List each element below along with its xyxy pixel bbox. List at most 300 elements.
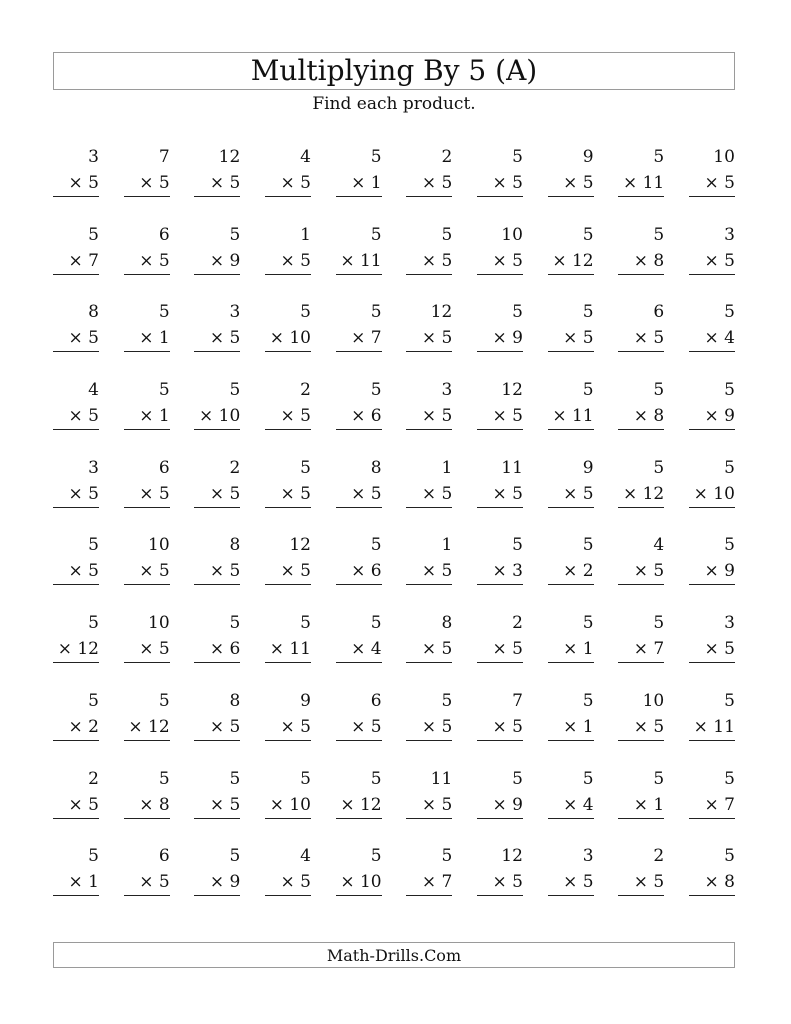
multiplier: × 11 xyxy=(336,248,382,275)
multiplier: × 5 xyxy=(406,792,452,819)
multiplier: × 7 xyxy=(406,869,452,896)
multiplier: × 5 xyxy=(406,248,452,275)
multiplicand: 10 xyxy=(148,535,170,556)
multiplier: × 5 xyxy=(124,481,170,508)
problem xyxy=(618,610,664,688)
multiplicand: 5 xyxy=(653,224,665,245)
multiplier: × 5 xyxy=(689,636,735,663)
multiplicand: 5 xyxy=(653,457,665,478)
multiplier: × 11 xyxy=(265,636,311,663)
multiplicand: 10 xyxy=(148,613,170,634)
multiplier: × 5 xyxy=(406,481,452,508)
problem xyxy=(689,532,735,610)
problem xyxy=(406,222,452,300)
problem xyxy=(194,532,240,610)
multiplier: × 5 xyxy=(124,170,170,197)
problem xyxy=(194,455,240,533)
multiplicand: 7 xyxy=(512,690,523,711)
problem xyxy=(618,455,664,533)
multiplicand: 5 xyxy=(653,380,665,401)
multiplicand: 5 xyxy=(512,535,523,556)
problem xyxy=(689,688,735,766)
multiplicand: 5 xyxy=(229,224,241,245)
multiplicand: 5 xyxy=(88,846,99,867)
multiplier: × 3 xyxy=(477,558,523,585)
multiplier: × 5 xyxy=(618,325,664,352)
multiplier: × 7 xyxy=(618,636,664,663)
problem xyxy=(406,688,452,766)
problem xyxy=(618,766,664,844)
footer-site: Math-Drills.Com xyxy=(326,945,462,965)
multiplier: × 11 xyxy=(618,170,664,197)
multiplier: × 5 xyxy=(53,558,99,585)
multiplier: × 6 xyxy=(336,558,382,585)
multiplicand: 2 xyxy=(653,846,665,867)
multiplicand: 10 xyxy=(713,147,735,167)
multiplier: × 7 xyxy=(53,248,99,275)
multiplicand: 5 xyxy=(370,846,382,867)
multiplicand: 5 xyxy=(724,768,735,789)
problem xyxy=(53,766,99,844)
multiplicand: 5 xyxy=(724,846,735,867)
problem xyxy=(124,843,170,921)
problem xyxy=(618,299,664,377)
problem xyxy=(406,299,452,377)
multiplier: × 1 xyxy=(124,403,170,430)
multiplier: × 5 xyxy=(53,403,99,430)
multiplier: × 5 xyxy=(336,714,382,741)
multiplier: × 8 xyxy=(689,869,735,896)
problem xyxy=(53,377,99,455)
multiplier: × 5 xyxy=(194,792,240,819)
multiplicand: 5 xyxy=(370,302,382,323)
multiplicand: 8 xyxy=(229,535,241,556)
multiplier: × 5 xyxy=(124,558,170,585)
multiplier: × 12 xyxy=(618,481,664,508)
multiplier: × 2 xyxy=(548,558,594,585)
multiplier: × 4 xyxy=(336,636,382,663)
problem xyxy=(194,766,240,844)
multiplier: × 5 xyxy=(477,481,523,508)
problem xyxy=(618,532,664,610)
multiplier: × 5 xyxy=(618,714,664,741)
problem xyxy=(194,144,240,222)
multiplier: × 5 xyxy=(477,403,523,430)
multiplicand: 12 xyxy=(289,535,311,556)
multiplier: × 5 xyxy=(618,558,664,585)
multiplicand: 5 xyxy=(512,147,523,167)
multiplier: × 4 xyxy=(548,792,594,819)
multiplier: × 5 xyxy=(618,869,664,896)
multiplier: × 5 xyxy=(689,170,735,197)
multiplicand: 5 xyxy=(582,224,594,245)
problem xyxy=(194,222,240,300)
multiplicand: 11 xyxy=(430,768,453,789)
multiplier: × 5 xyxy=(406,170,452,197)
multiplier: × 9 xyxy=(194,869,240,896)
problem xyxy=(618,688,664,766)
multiplier: × 1 xyxy=(618,792,664,819)
problem xyxy=(53,610,99,688)
multiplicand: 5 xyxy=(229,380,241,401)
multiplicand: 8 xyxy=(370,457,382,478)
multiplier: × 1 xyxy=(336,170,382,197)
problem xyxy=(477,222,523,300)
multiplicand: 5 xyxy=(370,224,382,245)
multiplier: × 5 xyxy=(548,481,594,508)
problem xyxy=(265,144,311,222)
problem xyxy=(477,299,523,377)
multiplier: × 5 xyxy=(265,248,311,275)
multiplicand: 5 xyxy=(724,302,735,323)
multiplier: × 5 xyxy=(265,558,311,585)
problem xyxy=(548,377,594,455)
problem xyxy=(124,610,170,688)
problem xyxy=(124,688,170,766)
multiplier: × 5 xyxy=(53,792,99,819)
multiplicand: 5 xyxy=(724,380,735,401)
title-box xyxy=(53,52,735,90)
problem xyxy=(689,843,735,921)
multiplier: × 5 xyxy=(406,325,452,352)
multiplier: × 6 xyxy=(194,636,240,663)
multiplier: × 5 xyxy=(265,714,311,741)
multiplier: × 5 xyxy=(124,248,170,275)
problem xyxy=(265,455,311,533)
multiplicand: 5 xyxy=(724,457,735,478)
problem xyxy=(336,843,382,921)
multiplier: × 5 xyxy=(689,248,735,275)
problem xyxy=(689,144,735,222)
problem xyxy=(53,222,99,300)
multiplicand: 8 xyxy=(88,302,99,323)
multiplicand: 10 xyxy=(642,690,665,711)
multiplicand: 9 xyxy=(582,147,594,167)
problem xyxy=(124,144,170,222)
problem xyxy=(548,766,594,844)
multiplicand: 3 xyxy=(441,380,453,401)
multiplicand: 5 xyxy=(158,768,170,789)
multiplicand: 5 xyxy=(441,846,453,867)
multiplicand: 2 xyxy=(300,380,311,401)
problem xyxy=(124,299,170,377)
problem xyxy=(53,299,99,377)
problem xyxy=(477,688,523,766)
multiplier: × 12 xyxy=(548,248,594,275)
multiplier: × 8 xyxy=(618,403,664,430)
multiplicand: 5 xyxy=(582,690,594,711)
multiplicand: 5 xyxy=(582,535,594,556)
multiplicand: 7 xyxy=(158,147,170,167)
multiplicand: 5 xyxy=(724,535,735,556)
problem xyxy=(618,222,664,300)
multiplier: × 1 xyxy=(548,714,594,741)
multiplicand: 12 xyxy=(218,147,241,167)
multiplier: × 5 xyxy=(265,403,311,430)
multiplier: × 5 xyxy=(548,325,594,352)
multiplier: × 9 xyxy=(477,325,523,352)
problem xyxy=(548,222,594,300)
problem xyxy=(265,532,311,610)
problem xyxy=(336,766,382,844)
problem xyxy=(336,610,382,688)
multiplicand: 6 xyxy=(370,690,382,711)
multiplicand: 5 xyxy=(370,535,382,556)
multiplicand: 2 xyxy=(229,457,241,478)
multiplier: × 10 xyxy=(194,403,240,430)
multiplier: × 5 xyxy=(265,170,311,197)
multiplicand: 10 xyxy=(501,224,523,245)
multiplicand: 5 xyxy=(88,690,99,711)
multiplier: × 5 xyxy=(406,714,452,741)
multiplier: × 5 xyxy=(53,325,99,352)
problem xyxy=(406,532,452,610)
multiplicand: 5 xyxy=(88,613,99,634)
multiplier: × 1 xyxy=(53,869,99,896)
multiplier: × 5 xyxy=(477,170,523,197)
multiplier: × 5 xyxy=(265,869,311,896)
footer-box xyxy=(53,942,735,968)
multiplier: × 1 xyxy=(124,325,170,352)
problem xyxy=(406,377,452,455)
multiplicand: 3 xyxy=(229,302,241,323)
multiplicand: 1 xyxy=(441,457,453,478)
multiplicand: 5 xyxy=(653,147,665,167)
multiplier: × 9 xyxy=(689,558,735,585)
problem xyxy=(194,610,240,688)
multiplicand: 6 xyxy=(158,846,170,867)
problem xyxy=(336,532,382,610)
problem xyxy=(194,377,240,455)
problem xyxy=(548,144,594,222)
multiplier: × 2 xyxy=(53,714,99,741)
problem xyxy=(124,377,170,455)
problem xyxy=(548,843,594,921)
multiplicand: 4 xyxy=(300,147,311,167)
multiplier: × 9 xyxy=(689,403,735,430)
multiplier: × 10 xyxy=(265,325,311,352)
multiplier: × 9 xyxy=(194,248,240,275)
multiplicand: 3 xyxy=(88,147,99,167)
multiplicand: 5 xyxy=(441,690,453,711)
problem xyxy=(477,377,523,455)
problem xyxy=(124,455,170,533)
problem xyxy=(336,299,382,377)
worksheet-title: Multiplying By 5 (A) xyxy=(250,54,538,87)
multiplier: × 7 xyxy=(336,325,382,352)
multiplier: × 5 xyxy=(477,714,523,741)
problem xyxy=(406,610,452,688)
multiplicand: 5 xyxy=(653,768,665,789)
problem xyxy=(336,688,382,766)
problem xyxy=(689,766,735,844)
multiplicand: 1 xyxy=(441,535,453,556)
problem xyxy=(618,377,664,455)
problem xyxy=(265,610,311,688)
multiplicand: 2 xyxy=(441,147,453,167)
problem xyxy=(194,688,240,766)
problem xyxy=(548,299,594,377)
problem xyxy=(477,610,523,688)
multiplicand: 5 xyxy=(88,535,99,556)
problem xyxy=(336,377,382,455)
problem xyxy=(265,766,311,844)
multiplier: × 12 xyxy=(53,636,99,663)
multiplicand: 4 xyxy=(300,846,311,867)
multiplicand: 5 xyxy=(582,302,594,323)
problem xyxy=(124,222,170,300)
problem xyxy=(477,843,523,921)
problem xyxy=(618,843,664,921)
problem xyxy=(406,766,452,844)
problem xyxy=(265,843,311,921)
multiplier: × 5 xyxy=(265,481,311,508)
multiplier: × 5 xyxy=(194,325,240,352)
multiplier: × 5 xyxy=(548,170,594,197)
multiplicand: 5 xyxy=(441,224,453,245)
problem xyxy=(53,532,99,610)
multiplier: × 6 xyxy=(336,403,382,430)
problem xyxy=(336,144,382,222)
multiplicand: 6 xyxy=(653,302,665,323)
multiplier: × 5 xyxy=(406,558,452,585)
multiplier: × 12 xyxy=(124,714,170,741)
problem xyxy=(689,610,735,688)
problem xyxy=(194,843,240,921)
problem xyxy=(406,843,452,921)
problem xyxy=(336,455,382,533)
problem xyxy=(689,222,735,300)
problem-grid xyxy=(53,144,735,921)
multiplier: × 8 xyxy=(124,792,170,819)
multiplier: × 5 xyxy=(124,636,170,663)
problem xyxy=(53,144,99,222)
multiplicand: 8 xyxy=(229,690,241,711)
multiplier: × 5 xyxy=(53,170,99,197)
multiplicand: 5 xyxy=(512,302,523,323)
multiplier: × 10 xyxy=(336,869,382,896)
multiplier: × 5 xyxy=(548,869,594,896)
multiplicand: 12 xyxy=(501,380,523,401)
problem xyxy=(548,532,594,610)
multiplicand: 12 xyxy=(501,846,523,867)
multiplicand: 3 xyxy=(582,846,594,867)
instructions: Find each product. xyxy=(312,94,476,114)
multiplicand: 5 xyxy=(88,224,99,245)
multiplier: × 5 xyxy=(124,869,170,896)
multiplier: × 9 xyxy=(477,792,523,819)
multiplier: × 5 xyxy=(194,714,240,741)
multiplicand: 4 xyxy=(88,380,99,401)
multiplicand: 1 xyxy=(300,224,311,245)
problem xyxy=(548,455,594,533)
multiplicand: 11 xyxy=(501,457,523,478)
problem xyxy=(194,299,240,377)
multiplicand: 5 xyxy=(158,380,170,401)
problem xyxy=(124,766,170,844)
multiplicand: 12 xyxy=(430,302,453,323)
problem xyxy=(689,455,735,533)
multiplier: × 12 xyxy=(336,792,382,819)
multiplier: × 11 xyxy=(689,714,735,741)
multiplier: × 7 xyxy=(689,792,735,819)
multiplicand: 6 xyxy=(158,457,170,478)
multiplicand: 5 xyxy=(158,302,170,323)
multiplicand: 2 xyxy=(88,768,99,789)
multiplicand: 5 xyxy=(582,768,594,789)
multiplier: × 5 xyxy=(406,403,452,430)
multiplier: × 4 xyxy=(689,325,735,352)
multiplier: × 5 xyxy=(477,636,523,663)
multiplier: × 5 xyxy=(406,636,452,663)
multiplier: × 10 xyxy=(265,792,311,819)
problem xyxy=(406,144,452,222)
multiplicand: 5 xyxy=(582,613,594,634)
problem xyxy=(265,222,311,300)
problem xyxy=(477,532,523,610)
multiplier: × 8 xyxy=(618,248,664,275)
multiplicand: 3 xyxy=(724,613,735,634)
multiplicand: 9 xyxy=(300,690,311,711)
problem xyxy=(477,455,523,533)
multiplicand: 2 xyxy=(512,613,523,634)
problem xyxy=(548,688,594,766)
multiplicand: 3 xyxy=(724,224,735,245)
multiplicand: 5 xyxy=(653,613,665,634)
multiplier: × 10 xyxy=(689,481,735,508)
multiplier: × 5 xyxy=(194,481,240,508)
multiplicand: 5 xyxy=(300,457,311,478)
problem xyxy=(265,377,311,455)
multiplier: × 5 xyxy=(194,170,240,197)
multiplier: × 5 xyxy=(477,248,523,275)
multiplicand: 5 xyxy=(370,380,382,401)
multiplicand: 5 xyxy=(512,768,523,789)
multiplicand: 6 xyxy=(158,224,170,245)
problem xyxy=(618,144,664,222)
multiplicand: 5 xyxy=(229,613,241,634)
multiplicand: 5 xyxy=(300,613,311,634)
multiplicand: 5 xyxy=(300,768,311,789)
problem xyxy=(265,299,311,377)
problem xyxy=(265,688,311,766)
problem xyxy=(406,455,452,533)
multiplier: × 5 xyxy=(336,481,382,508)
problem xyxy=(689,377,735,455)
multiplier: × 5 xyxy=(194,558,240,585)
multiplicand: 5 xyxy=(158,690,170,711)
multiplicand: 5 xyxy=(370,147,382,167)
multiplicand: 3 xyxy=(88,457,99,478)
multiplicand: 9 xyxy=(582,457,594,478)
multiplicand: 5 xyxy=(724,690,735,711)
multiplicand: 5 xyxy=(370,613,382,634)
problem xyxy=(53,455,99,533)
multiplicand: 4 xyxy=(653,535,665,556)
multiplicand: 8 xyxy=(441,613,453,634)
problem xyxy=(53,843,99,921)
multiplicand: 5 xyxy=(370,768,382,789)
multiplier: × 5 xyxy=(53,481,99,508)
problem xyxy=(477,144,523,222)
multiplier: × 11 xyxy=(548,403,594,430)
problem xyxy=(477,766,523,844)
multiplicand: 5 xyxy=(229,768,241,789)
multiplicand: 5 xyxy=(229,846,241,867)
multiplicand: 5 xyxy=(582,380,594,401)
problem xyxy=(689,299,735,377)
multiplicand: 5 xyxy=(300,302,311,323)
